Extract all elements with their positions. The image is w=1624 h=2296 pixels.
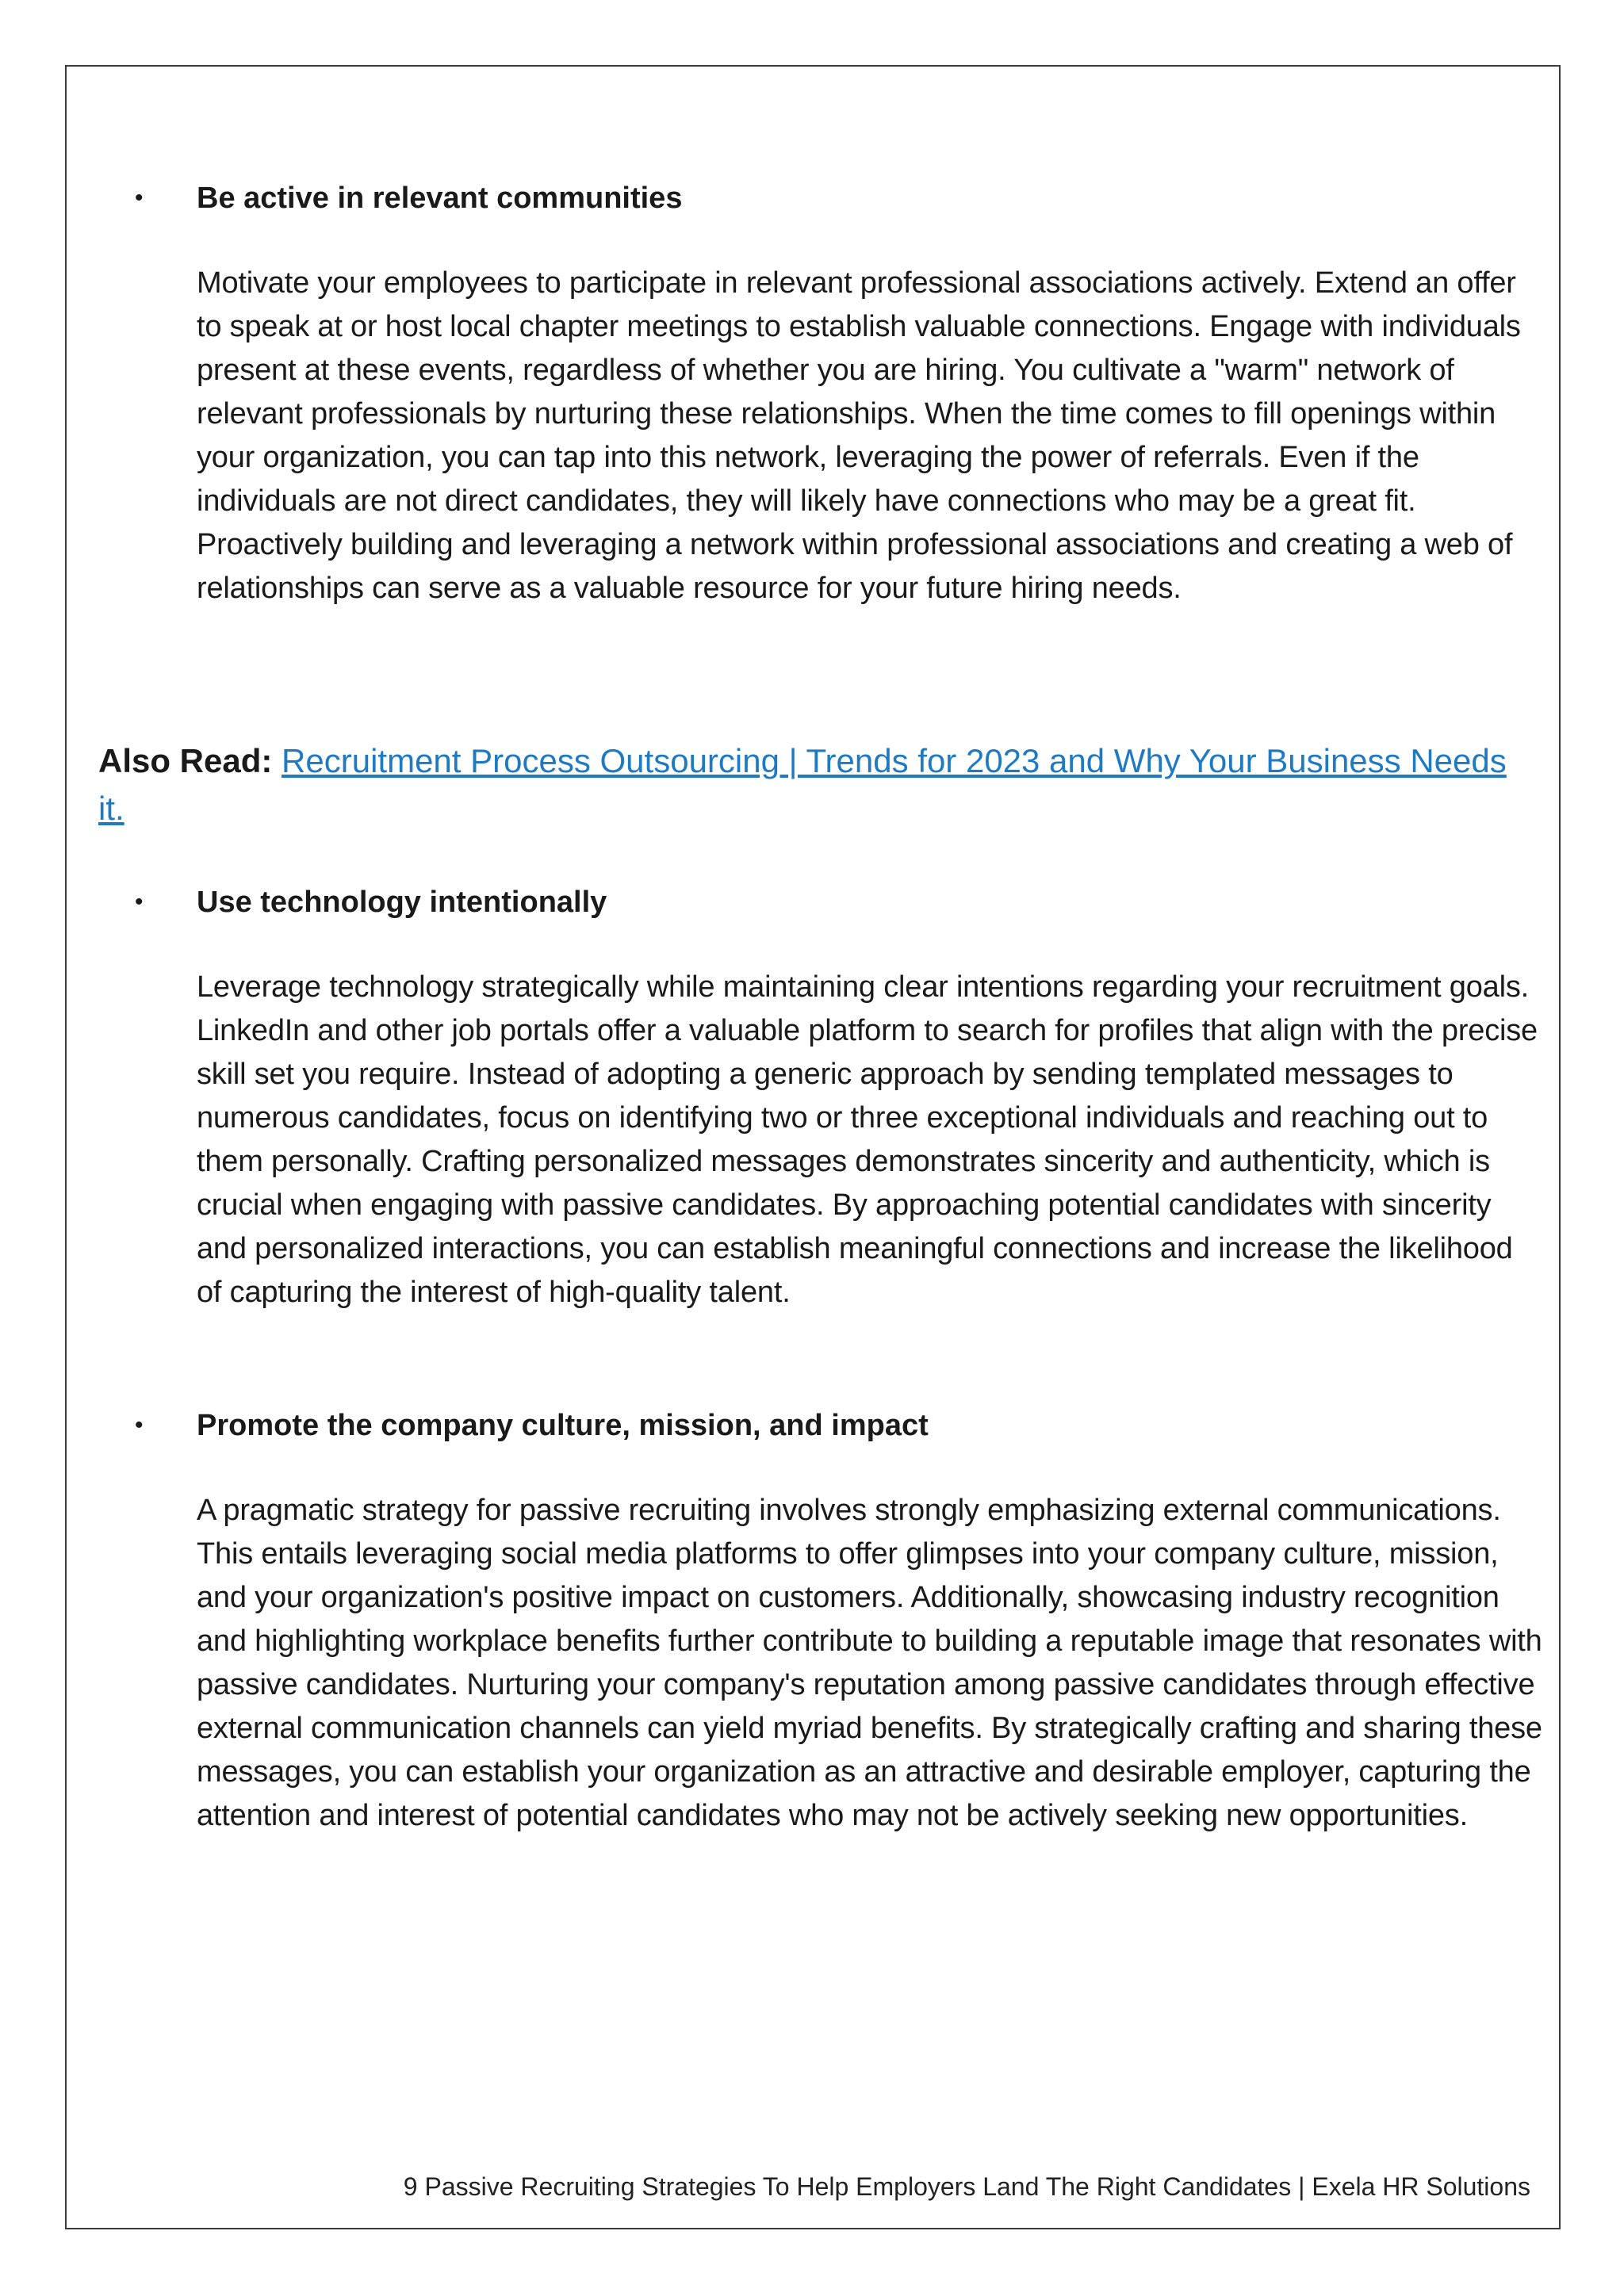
- bullet-icon: •: [135, 1412, 144, 1438]
- bullet-heading: [135, 1403, 1530, 1451]
- section-promote-culture: [135, 1403, 1542, 1838]
- section-title: Use technology intentionally: [197, 886, 607, 919]
- section-be-active: [135, 176, 1530, 610]
- bullet-heading: [135, 880, 1530, 928]
- section-use-technology: [135, 880, 1538, 1314]
- bullet-heading: [135, 176, 1530, 224]
- also-read-link[interactable]: Recruitment Process Outsourcing | Trends for 2023 and Why Your Business Needs it.: [98, 742, 1507, 827]
- also-read: [98, 737, 1510, 832]
- bullet-icon: •: [135, 889, 144, 915]
- section-title: Be active in relevant communities: [197, 182, 683, 215]
- section-body: A pragmatic strategy for passive recruiting involves strongly emphasizing external communications. This entails leveraging social media platforms to offer glimpses into your company culture, mission, and your organization's positive impact on customers. Additionally, showcasing industry recognition and highlighting workplace benefits further contribute to building a reputable image that resonates with passive candidates. Nurturing your company's reputation among passive candidates through effective external communication channels can yield myriad benefits. By strategically crafting and sharing these messages, you can establish your organization as an attractive and desirable employer, capturing the attention and interest of potential candidates who may not be actively seeking new opportunities.: [197, 1494, 1542, 1832]
- section-body: Motivate your employees to participate in relevant professional associations actively. Extend an offer to speak at or host local chapter meetings to establish valuable connections. Engage with individuals present at these events, regardless of whether you are hiring. You cultivate a "warm" network of relevant professionals by nurturing these relationships. When the time comes to fill openings within your organization, you can tap into this network, leveraging the power of referrals. Even if the individuals are not direct candidates, they will likely have connections who may be a great fit. Proactively building and leveraging a network within professional associations and creating a web of relationships can serve as a valuable resource for your future hiring needs.: [197, 266, 1521, 605]
- bullet-icon: •: [135, 185, 144, 211]
- section-title: Promote the company culture, mission, and impact: [197, 1409, 929, 1442]
- page-footer: 9 Passive Recruiting Strategies To Help Employers Land The Right Candidates | Exela HR Solutions: [403, 2172, 1530, 2201]
- also-read-label: Also Read:: [98, 742, 273, 779]
- section-body: Leverage technology strategically while maintaining clear intentions regarding your recruitment goals. LinkedIn and other job portals offer a valuable platform to search for profiles that align with the precise skill set you require. Instead of adopting a generic approach by sending templated messages to numerous candidates, focus on identifying two or three exceptional individuals and reaching out to them personally. Crafting personalized messages demonstrates sincerity and authenticity, which is crucial when engaging with passive candidates. By approaching potential candidates with sincerity and personalized interactions, you can establish meaningful connections and increase the likelihood of capturing the interest of high-quality talent.: [197, 970, 1538, 1309]
